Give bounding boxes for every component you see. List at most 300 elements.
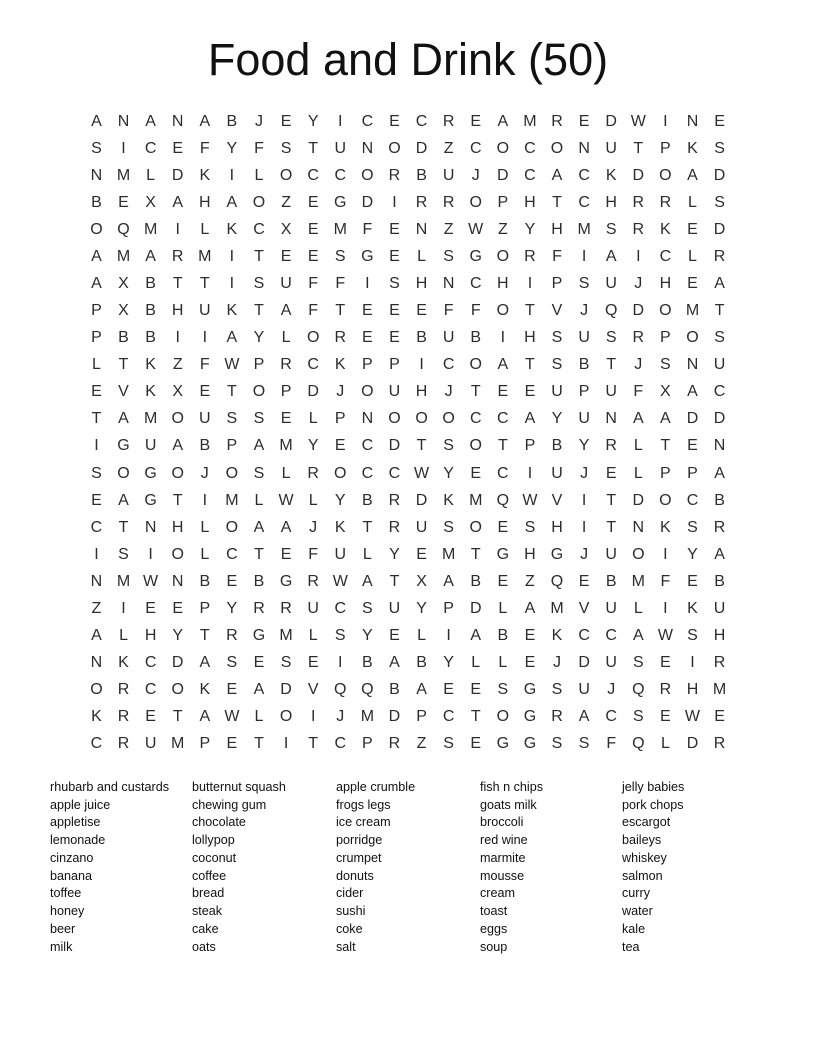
grid-cell: F bbox=[552, 247, 562, 265]
grid-cell: S bbox=[551, 329, 563, 347]
grid-cell: R bbox=[551, 708, 563, 726]
grid-cell: I bbox=[202, 491, 208, 509]
word-list-item: donuts bbox=[336, 868, 374, 883]
grid-cell: G bbox=[361, 247, 374, 265]
puzzle-title: Food and Drink (50) bbox=[207, 34, 609, 85]
grid-cell: L bbox=[254, 491, 264, 509]
grid-cell: I bbox=[446, 627, 451, 645]
grid-cell: H bbox=[524, 329, 536, 347]
word-list-item: salt bbox=[336, 939, 356, 954]
grid-cell: Y bbox=[443, 654, 454, 672]
grid-cell: Q bbox=[550, 572, 564, 590]
grid-cell: Y bbox=[443, 464, 454, 482]
grid-cell: R bbox=[388, 166, 401, 184]
grid-cell: F bbox=[362, 220, 373, 238]
grid-cell: Y bbox=[253, 329, 265, 347]
grid-cell: M bbox=[225, 491, 239, 509]
grid-cell: T bbox=[606, 356, 617, 374]
grid-cell: U bbox=[307, 599, 319, 617]
grid-cell: G bbox=[279, 572, 293, 590]
grid-cell: I bbox=[581, 247, 587, 265]
grid-cell: W bbox=[413, 464, 430, 482]
word-list-item: honey bbox=[50, 904, 85, 919]
grid-cell: V bbox=[307, 681, 319, 699]
grid-cell: E bbox=[714, 708, 725, 726]
grid-cell: S bbox=[443, 735, 454, 753]
grid-cell: Z bbox=[525, 572, 535, 590]
grid-cell: I bbox=[94, 545, 99, 563]
grid-cell: A bbox=[145, 247, 156, 265]
grid-cell: E bbox=[416, 302, 427, 320]
grid-cell: A bbox=[714, 545, 725, 563]
word-list bbox=[0, 779, 816, 957]
grid-cell: M bbox=[360, 708, 375, 726]
grid-cell: E bbox=[307, 654, 319, 672]
grid-cell: R bbox=[442, 112, 455, 130]
grid-cell: T bbox=[254, 545, 264, 563]
grid-cell: F bbox=[308, 545, 319, 563]
grid-cell: P bbox=[253, 356, 265, 374]
grid-cell: N bbox=[90, 572, 103, 590]
grid-cell: E bbox=[307, 193, 319, 211]
grid-cell: J bbox=[580, 302, 589, 320]
grid-cell: J bbox=[634, 275, 643, 292]
grid-cell: R bbox=[659, 681, 672, 699]
grid-cell: O bbox=[469, 356, 482, 374]
grid-cell: C bbox=[90, 735, 103, 753]
grid-cell: F bbox=[308, 275, 319, 292]
grid-cell: W bbox=[630, 112, 646, 130]
grid-cell: L bbox=[633, 599, 643, 617]
grid-cell: Z bbox=[281, 193, 291, 211]
word-list-item: ice cream bbox=[336, 815, 391, 830]
grid-cell: Q bbox=[496, 491, 510, 509]
grid-cell: O bbox=[171, 681, 184, 699]
grid-cell: M bbox=[143, 220, 158, 238]
grid-cell: L bbox=[660, 735, 670, 753]
grid-cell: J bbox=[607, 681, 616, 699]
grid-cell: D bbox=[713, 166, 726, 184]
grid-cell: S bbox=[226, 654, 238, 672]
grid-cell: E bbox=[524, 654, 536, 672]
grid-cell: L bbox=[633, 437, 643, 455]
grid-cell: K bbox=[199, 681, 211, 699]
grid-cell: D bbox=[280, 681, 292, 699]
grid-cell: T bbox=[91, 410, 102, 428]
grid-cell: H bbox=[659, 275, 672, 292]
grid-cell: A bbox=[497, 112, 509, 130]
grid-cell: N bbox=[632, 518, 645, 536]
grid-cell: U bbox=[442, 329, 455, 347]
grid-cell: E bbox=[389, 302, 400, 320]
grid-cell: H bbox=[415, 275, 428, 292]
grid-cell: B bbox=[226, 112, 238, 130]
grid-cell: R bbox=[388, 518, 401, 536]
grid-cell: T bbox=[254, 302, 264, 320]
grid-cell: B bbox=[389, 681, 400, 699]
grid-cell: T bbox=[172, 708, 183, 726]
grid-cell: O bbox=[90, 220, 103, 238]
grid-cell: R bbox=[713, 518, 726, 536]
grid-cell: E bbox=[226, 681, 238, 699]
grid-cell: B bbox=[416, 166, 427, 184]
grid-cell: D bbox=[632, 302, 645, 320]
word-list-item: beer bbox=[50, 921, 76, 936]
grid-cell: P bbox=[362, 356, 373, 374]
grid-cell: W bbox=[684, 708, 701, 726]
grid-cell: J bbox=[553, 654, 562, 672]
grid-cell: O bbox=[659, 491, 672, 509]
word-list-item: milk bbox=[50, 939, 73, 954]
grid-cell: S bbox=[443, 437, 454, 455]
grid-cell: I bbox=[392, 193, 397, 211]
grid-cell: E bbox=[253, 654, 265, 672]
grid-cell: K bbox=[605, 166, 617, 184]
grid-cell: T bbox=[552, 193, 562, 211]
grid-cell: N bbox=[415, 220, 428, 238]
grid-cell: R bbox=[442, 193, 455, 211]
grid-cell: O bbox=[442, 410, 455, 428]
grid-cell: X bbox=[280, 220, 292, 238]
grid-cell: E bbox=[687, 275, 698, 292]
grid-cell: J bbox=[309, 518, 318, 536]
grid-cell: C bbox=[334, 599, 347, 617]
grid-cell: C bbox=[144, 654, 157, 672]
word-list-column bbox=[336, 779, 480, 957]
grid-cell: I bbox=[581, 518, 587, 536]
grid-cell: O bbox=[171, 545, 184, 563]
grid-cell: R bbox=[117, 681, 130, 699]
grid-cell: E bbox=[145, 599, 156, 617]
grid-cell: B bbox=[497, 627, 509, 645]
grid-cell: L bbox=[200, 545, 210, 563]
word-list-item: appletise bbox=[50, 815, 101, 830]
grid-cell: C bbox=[90, 518, 103, 536]
grid-cell: O bbox=[361, 166, 374, 184]
grid-cell: P bbox=[524, 437, 536, 455]
grid-cell: K bbox=[199, 166, 211, 184]
word-list-item: cream bbox=[480, 886, 515, 901]
grid-cell: U bbox=[388, 599, 401, 617]
grid-cell: R bbox=[551, 112, 563, 130]
grid-cell: Q bbox=[334, 681, 347, 699]
word-list-item: lollypop bbox=[192, 833, 235, 848]
grid-cell: G bbox=[523, 708, 537, 726]
grid-cell: U bbox=[605, 139, 617, 157]
grid-cell: W bbox=[224, 356, 240, 374]
grid-cell: B bbox=[714, 572, 725, 590]
grid-cell: D bbox=[713, 220, 726, 238]
grid-cell: R bbox=[713, 247, 726, 265]
grid-cell: H bbox=[524, 193, 536, 211]
grid-cell: M bbox=[143, 410, 158, 428]
word-search-grid bbox=[0, 108, 816, 758]
grid-cell: O bbox=[171, 464, 184, 482]
grid-cell: A bbox=[199, 708, 211, 726]
grid-cell: E bbox=[389, 112, 400, 130]
grid-cell: I bbox=[229, 247, 235, 265]
word-list-item: apple crumble bbox=[336, 779, 416, 794]
grid-cell: E bbox=[145, 708, 156, 726]
grid-cell: I bbox=[663, 599, 668, 617]
grid-cell: E bbox=[199, 383, 211, 401]
grid-cell: C bbox=[334, 735, 347, 753]
grid-cell: E bbox=[280, 410, 292, 428]
grid-cell: H bbox=[551, 518, 563, 536]
grid-cell: S bbox=[334, 627, 346, 645]
grid-cell: A bbox=[687, 383, 698, 401]
grid-cell: C bbox=[144, 681, 157, 699]
grid-cell: E bbox=[578, 112, 590, 130]
grid-cell: T bbox=[606, 518, 617, 536]
grid-cell: O bbox=[496, 247, 510, 265]
grid-cell: S bbox=[253, 275, 265, 292]
grid-cell: I bbox=[310, 708, 316, 726]
grid-cell: I bbox=[121, 599, 126, 617]
grid-cell: C bbox=[442, 708, 455, 726]
grid-cell: A bbox=[551, 166, 563, 184]
grid-cell: B bbox=[416, 654, 427, 672]
grid-cell: B bbox=[605, 572, 617, 590]
grid-cell: U bbox=[334, 139, 347, 157]
grid-cell: U bbox=[605, 383, 617, 401]
grid-cell: S bbox=[687, 627, 698, 645]
grid-cell: T bbox=[254, 735, 264, 753]
grid-cell: X bbox=[118, 275, 129, 292]
grid-cell: E bbox=[660, 654, 671, 672]
word-list-column bbox=[480, 779, 622, 957]
grid-cell: T bbox=[172, 491, 183, 509]
grid-cell: H bbox=[497, 275, 509, 292]
grid-cell: R bbox=[524, 247, 536, 265]
grid-cell: R bbox=[117, 708, 130, 726]
grid-cell: C bbox=[442, 356, 455, 374]
grid-cell: P bbox=[389, 356, 400, 374]
grid-cell: B bbox=[199, 572, 211, 590]
grid-cell: Y bbox=[551, 410, 563, 428]
grid-cell: B bbox=[253, 572, 265, 590]
grid-cell: W bbox=[657, 627, 673, 645]
grid-cell: N bbox=[90, 654, 103, 672]
grid-cell: O bbox=[496, 302, 510, 320]
grid-cell: I bbox=[148, 545, 153, 563]
grid-cell: K bbox=[687, 139, 698, 157]
grid-cell: R bbox=[632, 193, 645, 211]
grid-cell: C bbox=[497, 410, 509, 428]
word-list-item: escargot bbox=[622, 815, 671, 830]
grid-cell: M bbox=[171, 735, 185, 753]
grid-cell: L bbox=[688, 247, 697, 265]
grid-cell: C bbox=[361, 437, 374, 455]
grid-cell: E bbox=[687, 220, 698, 238]
grid-cell: S bbox=[714, 329, 725, 347]
grid-cell: S bbox=[91, 139, 102, 157]
grid-cell: X bbox=[172, 383, 184, 401]
grid-cell: H bbox=[199, 193, 211, 211]
grid-cell: S bbox=[497, 681, 509, 699]
grid-cell: P bbox=[660, 464, 671, 482]
grid-cell: P bbox=[687, 464, 698, 482]
grid-cell: A bbox=[118, 491, 129, 509]
word-list-item: coconut bbox=[192, 850, 237, 865]
grid-cell: T bbox=[714, 302, 725, 320]
grid-cell: C bbox=[497, 464, 509, 482]
word-list-item: kale bbox=[622, 921, 646, 936]
grid-cell: G bbox=[523, 681, 537, 699]
word-list-item: mousse bbox=[480, 868, 525, 883]
grid-cell: E bbox=[389, 220, 400, 238]
grid-cell: A bbox=[172, 193, 184, 211]
grid-cell: K bbox=[118, 654, 129, 672]
grid-cell: G bbox=[496, 735, 510, 753]
grid-cell: O bbox=[361, 383, 374, 401]
word-list-item: baileys bbox=[622, 833, 662, 848]
grid-cell: S bbox=[253, 464, 265, 482]
grid-cell: R bbox=[307, 464, 319, 482]
word-list-item: jelly babies bbox=[622, 779, 685, 794]
word-list-item: rhubarb and custards bbox=[50, 779, 170, 794]
grid-cell: J bbox=[336, 708, 345, 726]
grid-cell: O bbox=[171, 410, 184, 428]
grid-cell: J bbox=[471, 166, 480, 184]
word-list-item: coffee bbox=[192, 868, 227, 883]
grid-cell: D bbox=[307, 383, 319, 401]
grid-cell: M bbox=[333, 220, 347, 238]
grid-cell: C bbox=[578, 166, 590, 184]
grid-cell: K bbox=[551, 627, 563, 645]
grid-cell: O bbox=[252, 193, 266, 211]
grid-cell: I bbox=[581, 491, 587, 509]
grid-cell: U bbox=[713, 599, 726, 617]
grid-cell: M bbox=[279, 627, 293, 645]
grid-cell: T bbox=[118, 356, 129, 374]
grid-cell: U bbox=[713, 356, 726, 374]
grid-cell: A bbox=[91, 627, 102, 645]
grid-cell: I bbox=[663, 545, 668, 563]
grid-cell: T bbox=[525, 356, 535, 374]
word-list-item: oats bbox=[192, 939, 216, 954]
word-list-item: banana bbox=[50, 868, 93, 883]
grid-cell: F bbox=[660, 572, 671, 590]
grid-cell: F bbox=[335, 275, 346, 292]
grid-cell: X bbox=[660, 383, 671, 401]
grid-cell: S bbox=[714, 193, 725, 211]
grid-cell: S bbox=[280, 654, 292, 672]
grid-cell: Y bbox=[687, 545, 698, 563]
grid-cell: B bbox=[416, 329, 427, 347]
grid-cell: B bbox=[145, 275, 156, 292]
grid-cell: I bbox=[500, 329, 506, 347]
grid-cell: B bbox=[470, 329, 482, 347]
grid-cell: R bbox=[253, 599, 265, 617]
word-list-item: whiskey bbox=[622, 850, 667, 865]
grid-cell: A bbox=[280, 518, 292, 536]
word-list-item: broccoli bbox=[480, 815, 524, 830]
grid-cell: G bbox=[117, 437, 130, 455]
grid-cell: E bbox=[497, 383, 509, 401]
grid-cell: D bbox=[171, 166, 184, 184]
grid-cell: B bbox=[145, 302, 156, 320]
grid-cell: E bbox=[714, 112, 725, 130]
grid-cell: U bbox=[415, 518, 428, 536]
grid-cell: T bbox=[118, 518, 129, 536]
grid-cell: V bbox=[578, 599, 590, 617]
grid-cell: T bbox=[660, 437, 671, 455]
grid-cell: C bbox=[361, 464, 374, 482]
grid-cell: I bbox=[202, 329, 208, 347]
grid-cell: H bbox=[524, 545, 536, 563]
grid-cell: X bbox=[145, 193, 156, 211]
grid-cell: W bbox=[224, 708, 240, 726]
grid-cell: O bbox=[225, 464, 239, 482]
grid-cell: A bbox=[416, 681, 427, 699]
grid-cell: A bbox=[253, 518, 265, 536]
grid-cell: J bbox=[444, 383, 453, 401]
grid-cell: C bbox=[578, 193, 590, 211]
grid-cell: M bbox=[116, 247, 131, 265]
grid-cell: T bbox=[199, 275, 210, 292]
word-list-item: butternut squash bbox=[192, 779, 286, 794]
grid-cell: N bbox=[144, 518, 157, 536]
grid-cell: T bbox=[416, 437, 427, 455]
grid-cell: Y bbox=[226, 599, 238, 617]
grid-cell: G bbox=[496, 545, 510, 563]
grid-cell: U bbox=[551, 464, 563, 482]
grid-cell: S bbox=[605, 329, 617, 347]
grid-cell: A bbox=[362, 572, 373, 590]
grid-cell: T bbox=[389, 572, 400, 590]
grid-cell: M bbox=[469, 491, 483, 509]
grid-cell: U bbox=[605, 545, 617, 563]
grid-cell: C bbox=[307, 166, 319, 184]
grid-cell: K bbox=[660, 518, 671, 536]
grid-cell: C bbox=[253, 220, 265, 238]
grid-cell: K bbox=[226, 220, 238, 238]
grid-cell: H bbox=[415, 383, 428, 401]
grid-cell: A bbox=[632, 627, 644, 645]
grid-cell: K bbox=[334, 356, 346, 374]
grid-cell: K bbox=[687, 599, 698, 617]
grid-cell: A bbox=[199, 654, 211, 672]
grid-cell: I bbox=[527, 464, 533, 482]
grid-cell: I bbox=[229, 275, 235, 292]
grid-cell: C bbox=[578, 627, 590, 645]
grid-cell: D bbox=[578, 654, 590, 672]
grid-cell: T bbox=[470, 545, 481, 563]
word-list-item: red wine bbox=[480, 833, 528, 848]
grid-cell: E bbox=[226, 572, 238, 590]
grid-cell: O bbox=[279, 166, 293, 184]
grid-cell: S bbox=[551, 681, 563, 699]
grid-cell: O bbox=[659, 166, 672, 184]
grid-cell: I bbox=[419, 356, 424, 374]
grid-cell: T bbox=[172, 275, 183, 292]
grid-cell: U bbox=[605, 654, 617, 672]
grid-cell: G bbox=[144, 491, 157, 509]
grid-cell: C bbox=[713, 383, 726, 401]
grid-cell: R bbox=[117, 735, 130, 753]
grid-cell: O bbox=[225, 518, 239, 536]
grid-cell: O bbox=[469, 193, 482, 211]
grid-cell: T bbox=[227, 383, 237, 401]
grid-cell: A bbox=[145, 112, 156, 130]
grid-cell: E bbox=[307, 220, 319, 238]
grid-cell: C bbox=[469, 275, 482, 292]
grid-cell: E bbox=[470, 681, 482, 699]
word-list-column bbox=[50, 779, 192, 957]
grid-cell: K bbox=[443, 491, 454, 509]
grid-cell: F bbox=[199, 139, 210, 157]
